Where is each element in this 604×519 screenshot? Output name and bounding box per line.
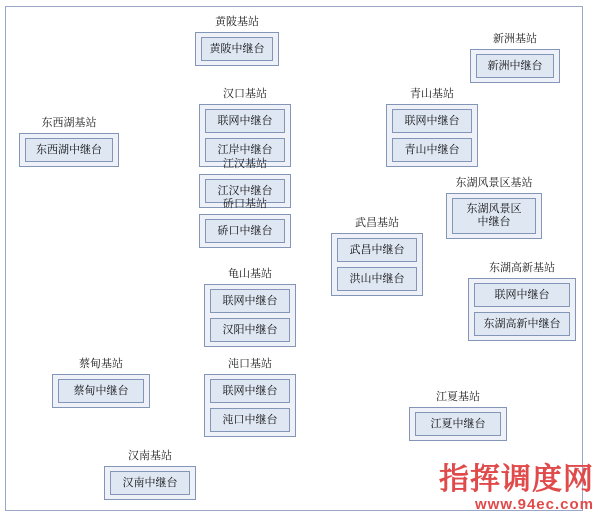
station-hankou[interactable]: [199, 88, 291, 167]
station-title: 沌口基站: [228, 358, 272, 370]
station-donghu-hightech[interactable]: [468, 262, 576, 341]
station-title: 武昌基站: [355, 217, 399, 229]
relay-node[interactable]: 沌口中继台: [210, 408, 290, 432]
relay-node[interactable]: 东西湖中继台: [25, 138, 113, 162]
station-zhuankou[interactable]: [204, 358, 296, 437]
station-title: 汉南基站: [128, 450, 172, 462]
station-title: 青山基站: [410, 88, 454, 100]
relay-node[interactable]: 江岸中继台: [205, 138, 285, 162]
station-guishan[interactable]: [204, 268, 296, 347]
station-wuchang[interactable]: [331, 217, 423, 296]
relay-node[interactable]: 新洲中继台: [476, 54, 554, 78]
relay-node[interactable]: 硚口中继台: [205, 219, 285, 243]
station-title: 东西湖基站: [41, 117, 97, 129]
station-group-box: [331, 233, 423, 296]
relay-node[interactable]: 汉阳中继台: [210, 318, 290, 342]
station-group-box: [409, 407, 507, 441]
watermark-main-text: 指挥调度网: [439, 463, 594, 496]
station-group-box: [204, 284, 296, 347]
station-title: 东湖风景区基站: [455, 177, 533, 189]
relay-node[interactable]: 联网中继台: [205, 109, 285, 133]
station-group-box: [386, 104, 478, 167]
station-donghu-scenic[interactable]: [446, 177, 542, 239]
station-xinzhou[interactable]: [470, 33, 560, 83]
station-title: 江汉基站: [223, 158, 267, 170]
station-title: 东湖高新基站: [489, 262, 555, 274]
relay-node[interactable]: 蔡甸中继台: [58, 379, 144, 403]
relay-node[interactable]: 江夏中继台: [415, 412, 501, 436]
relay-node[interactable]: 汉南中继台: [110, 471, 190, 495]
station-hannan[interactable]: [104, 450, 196, 500]
station-jiangxia[interactable]: [409, 391, 507, 441]
watermark-sub-text: www.94ec.com: [475, 496, 594, 513]
station-title: 黄陂基站: [215, 16, 259, 28]
relay-node[interactable]: 东湖风景区 中继台: [452, 198, 536, 234]
relay-node[interactable]: 黄陂中继台: [201, 37, 273, 61]
station-group-box: [468, 278, 576, 341]
station-qiaokou[interactable]: [199, 198, 291, 248]
station-title: 蔡甸基站: [79, 358, 123, 370]
station-dongxihu[interactable]: [19, 117, 119, 167]
station-group-box: [19, 133, 119, 167]
relay-node[interactable]: 江汉中继台: [205, 179, 285, 203]
station-title: 汉口基站: [223, 88, 267, 100]
watermark: [439, 464, 594, 513]
relay-node[interactable]: 东湖高新中继台: [474, 312, 570, 336]
station-group-box: [204, 374, 296, 437]
relay-node[interactable]: 联网中继台: [210, 289, 290, 313]
relay-node[interactable]: 青山中继台: [392, 138, 472, 162]
station-group-box: [104, 466, 196, 500]
station-caidian[interactable]: [52, 358, 150, 408]
station-group-box: [52, 374, 150, 408]
station-group-box: [470, 49, 560, 83]
relay-node[interactable]: 联网中继台: [392, 109, 472, 133]
relay-node[interactable]: 洪山中继台: [337, 267, 417, 291]
station-title: 硚口基站: [223, 198, 267, 210]
station-qingshan[interactable]: [386, 88, 478, 167]
relay-node[interactable]: 武昌中继台: [337, 238, 417, 262]
station-group-box: [199, 214, 291, 248]
station-huangpi[interactable]: [195, 16, 279, 66]
station-title: 龟山基站: [228, 268, 272, 280]
station-group-box: [195, 32, 279, 66]
station-title: 新洲基站: [493, 33, 537, 45]
relay-node[interactable]: 联网中继台: [474, 283, 570, 307]
station-title: 江夏基站: [436, 391, 480, 403]
station-group-box: [446, 193, 542, 239]
relay-node[interactable]: 联网中继台: [210, 379, 290, 403]
